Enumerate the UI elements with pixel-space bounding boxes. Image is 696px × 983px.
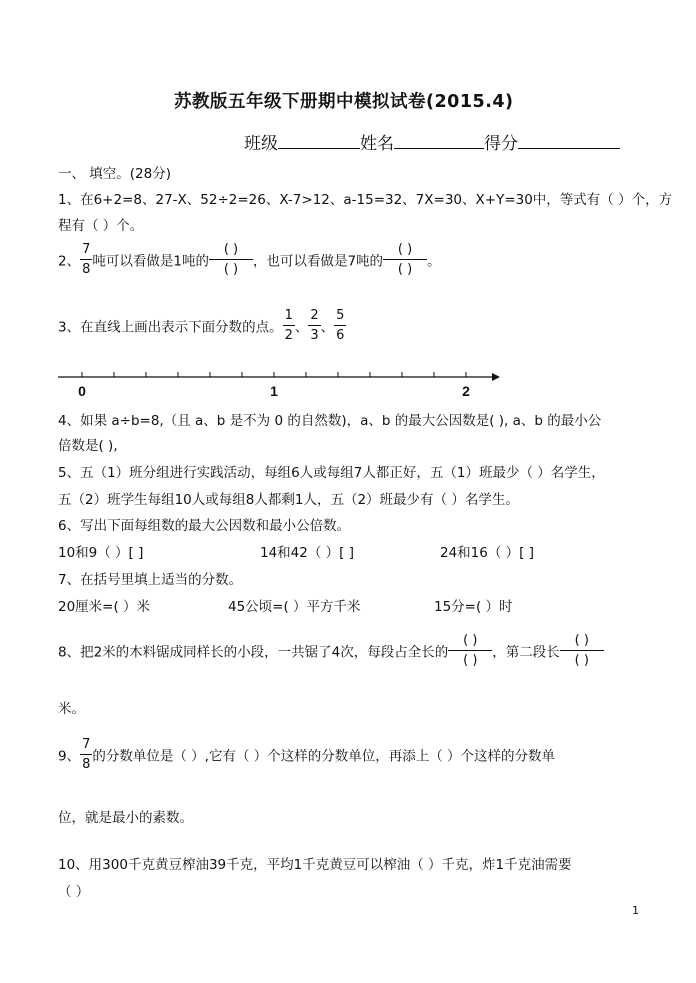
question-4-line-2: 倍数是( ), <box>58 438 118 454</box>
fraction-numerator: 2 <box>308 309 320 326</box>
q8-text-2: ，第二段长 <box>492 644 560 661</box>
fraction-denominator: 3 <box>310 328 319 343</box>
q9-fraction <box>80 738 92 771</box>
q8-answer-fraction-2[interactable] <box>560 634 604 667</box>
number-line-label-1: 1 <box>270 383 278 399</box>
q3-text: 3、在直线上画出表示下面分数的点。 <box>58 319 283 336</box>
question-2 <box>58 243 441 276</box>
q6-item-2: 14和42（ ）[ ] <box>260 545 354 561</box>
q2-fraction <box>80 243 92 276</box>
answer-numerator: ( ) <box>560 634 604 651</box>
question-8 <box>58 634 604 667</box>
name-label: 姓名 <box>360 134 394 154</box>
q7-item-1: 20厘米=( ）米 <box>58 599 151 615</box>
fraction-denominator: 6 <box>336 328 345 343</box>
question-3 <box>58 309 346 342</box>
answer-numerator: ( ) <box>383 243 427 260</box>
fraction-denominator: 2 <box>284 328 293 343</box>
number-line-arrow-icon <box>492 373 500 381</box>
q6-item-1: 10和9（ ）[ ] <box>58 545 144 561</box>
q7-item-2: 45公顷=( ）平方千米 <box>228 599 361 615</box>
fraction-numerator: 7 <box>80 243 92 260</box>
page-number: 1 <box>632 904 639 917</box>
q3-fraction-2 <box>308 309 320 342</box>
question-10-line-1: 10、用300千克黄豆榨油39千克，平均1千克黄豆可以榨油（ ）千克，炸1千克油需要 <box>58 857 572 873</box>
q3-fraction-1 <box>283 309 295 342</box>
question-9 <box>58 738 555 771</box>
answer-denominator: ( ) <box>463 653 478 668</box>
q8-text-1: 8、把2米的木料锯成同样长的小段，一共锯了4次，每段占全长的 <box>58 644 449 661</box>
name-blank[interactable] <box>394 130 484 149</box>
answer-denominator: ( ) <box>397 262 413 277</box>
fraction-numerator: 1 <box>283 309 295 326</box>
answer-denominator: ( ) <box>574 653 589 668</box>
question-5-line-2: 五（2）班学生每组10人或每组8人都剩1人，五（2）班最少有（ ）名学生。 <box>58 492 519 508</box>
question-1-line-2: 程有（ ）个。 <box>58 218 144 234</box>
question-8-line-2: 米。 <box>58 701 85 717</box>
q3-fraction-3 <box>334 309 346 342</box>
q6-item-3: 24和16（ ）[ ] <box>440 545 534 561</box>
q2-answer-fraction-2[interactable] <box>383 243 427 276</box>
question-9-line-2: 位，就是最小的素数。 <box>58 810 193 826</box>
question-5-line-1: 5、五（1）班分组进行实践活动，每组6人或每组7人都正好，五（1）班最少（ ）名学生， <box>58 465 605 481</box>
answer-denominator: ( ) <box>223 262 239 277</box>
class-blank[interactable] <box>278 130 360 149</box>
q2-answer-fraction-1[interactable] <box>209 243 253 276</box>
q2-text-2: ，也可以看做是7吨的 <box>252 253 384 270</box>
fraction-denominator: 8 <box>82 262 91 277</box>
score-blank[interactable] <box>518 130 620 149</box>
number-line[interactable] <box>0 368 696 400</box>
q8-answer-fraction-1[interactable] <box>448 634 492 667</box>
number-line-label-2: 2 <box>462 383 470 399</box>
answer-numerator: ( ) <box>448 634 492 651</box>
fraction-denominator: 8 <box>82 757 91 772</box>
question-6: 6、写出下面每组数的最大公因数和最小公倍数。 <box>58 518 351 534</box>
section-heading: 一、 填空。(28分) <box>58 166 172 182</box>
page-title: 苏教版五年级下册期中模拟试卷(2015.4) <box>174 92 514 112</box>
number-line-ticks <box>82 372 466 377</box>
number-line-label-0: 0 <box>78 383 86 399</box>
question-4-line-1: 4、如果 a÷b=8,（且 a、b 是不为 0 的自然数)，a、b 的最大公因数是( ), a、b 的最小公 <box>58 413 602 429</box>
question-10-line-2: （ ） <box>58 884 90 900</box>
q2-text-1: 吨可以看做是1吨的 <box>92 253 209 270</box>
question-7: 7、在括号里填上适当的分数。 <box>58 572 243 588</box>
q9-text-1: 的分数单位是（ ）,它有（ ）个这样的分数单位，再添上（ ）个这样的分数单 <box>92 748 556 765</box>
fraction-numerator: 5 <box>334 309 346 326</box>
q7-item-3: 15分=( ）时 <box>434 599 513 615</box>
separator: 、 <box>320 319 335 336</box>
q9-prefix: 9、 <box>58 748 81 765</box>
fraction-numerator: 7 <box>80 738 92 755</box>
q2-prefix: 2、 <box>58 253 81 270</box>
separator: 、 <box>294 319 309 336</box>
class-label: 班级 <box>244 134 278 154</box>
answer-numerator: ( ) <box>209 243 253 260</box>
question-1-line-1: 1、在6+2=8、27-X、52÷2=26、X-7>12、a-15=32、7X=30、X+Y=30中，等式有（ ）个，方 <box>58 192 673 208</box>
score-label: 得分 <box>484 134 518 154</box>
q2-text-3: 。 <box>427 253 441 270</box>
header-fields <box>244 129 620 154</box>
